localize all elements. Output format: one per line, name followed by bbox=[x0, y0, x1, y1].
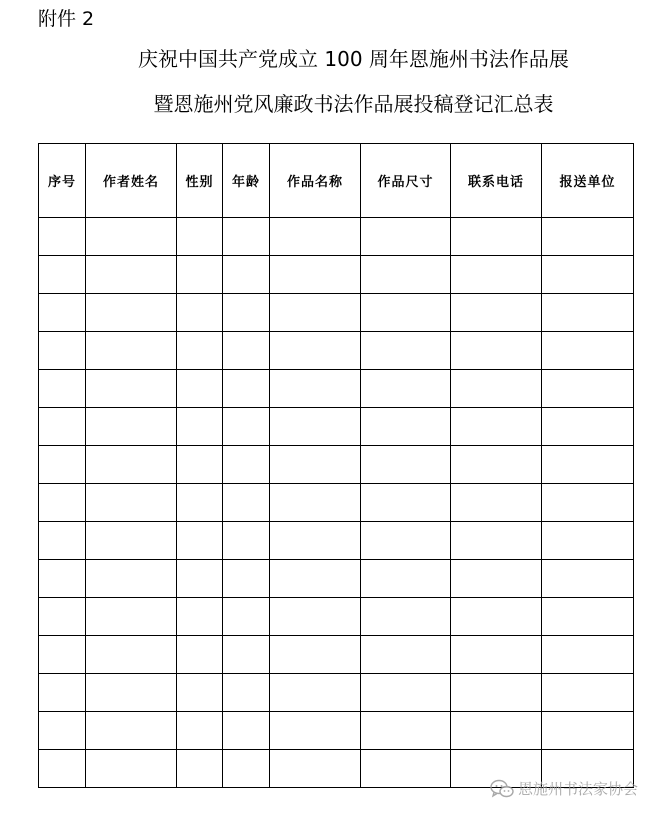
table-cell[interactable] bbox=[86, 256, 177, 294]
table-cell[interactable] bbox=[361, 750, 451, 788]
table-cell[interactable] bbox=[177, 712, 223, 750]
table-cell[interactable] bbox=[361, 332, 451, 370]
table-cell[interactable] bbox=[451, 218, 542, 256]
table-cell[interactable] bbox=[86, 750, 177, 788]
table-cell[interactable] bbox=[39, 598, 86, 636]
table-cell[interactable] bbox=[223, 750, 270, 788]
wechat-icon bbox=[490, 779, 514, 799]
table-cell[interactable] bbox=[177, 332, 223, 370]
table-cell[interactable] bbox=[86, 332, 177, 370]
table-cell[interactable] bbox=[361, 522, 451, 560]
table-cell[interactable] bbox=[451, 484, 542, 522]
table-cell[interactable] bbox=[361, 446, 451, 484]
table-cell[interactable] bbox=[223, 674, 270, 712]
table-cell[interactable] bbox=[542, 560, 634, 598]
table-cell[interactable] bbox=[361, 218, 451, 256]
table-cell[interactable] bbox=[223, 218, 270, 256]
table-row bbox=[39, 674, 634, 712]
table-cell[interactable] bbox=[542, 218, 634, 256]
table-cell[interactable] bbox=[542, 522, 634, 560]
table-cell[interactable] bbox=[451, 370, 542, 408]
watermark-text: 恩施州书法家协会 bbox=[518, 780, 639, 798]
table-cell[interactable] bbox=[177, 560, 223, 598]
table-cell[interactable] bbox=[270, 332, 361, 370]
table-cell[interactable] bbox=[270, 674, 361, 712]
table-cell[interactable] bbox=[177, 256, 223, 294]
table-row bbox=[39, 256, 634, 294]
table-cell[interactable] bbox=[361, 408, 451, 446]
table-cell[interactable] bbox=[361, 294, 451, 332]
table-cell[interactable] bbox=[177, 370, 223, 408]
table-cell[interactable] bbox=[177, 598, 223, 636]
table-cell[interactable] bbox=[361, 560, 451, 598]
table-cell[interactable] bbox=[542, 256, 634, 294]
table-row bbox=[39, 560, 634, 598]
table-cell[interactable] bbox=[542, 446, 634, 484]
header-serial-number: 序号 bbox=[39, 144, 86, 218]
table-cell[interactable] bbox=[39, 332, 86, 370]
table-row bbox=[39, 294, 634, 332]
table-row bbox=[39, 218, 634, 256]
table-cell[interactable] bbox=[542, 598, 634, 636]
table-cell[interactable] bbox=[86, 598, 177, 636]
table-cell[interactable] bbox=[451, 712, 542, 750]
table-cell[interactable] bbox=[223, 256, 270, 294]
table-cell[interactable] bbox=[39, 218, 86, 256]
table-cell[interactable] bbox=[223, 522, 270, 560]
table-cell[interactable] bbox=[39, 712, 86, 750]
table-cell[interactable] bbox=[270, 218, 361, 256]
table-cell[interactable] bbox=[270, 560, 361, 598]
table-cell[interactable] bbox=[270, 484, 361, 522]
table-cell[interactable] bbox=[86, 294, 177, 332]
table-cell[interactable] bbox=[39, 484, 86, 522]
table-cell[interactable] bbox=[451, 674, 542, 712]
table-row bbox=[39, 522, 634, 560]
table-cell[interactable] bbox=[223, 598, 270, 636]
table-cell[interactable] bbox=[451, 522, 542, 560]
table-cell[interactable] bbox=[223, 484, 270, 522]
table-cell[interactable] bbox=[361, 674, 451, 712]
table-body bbox=[39, 218, 634, 788]
table-cell[interactable] bbox=[542, 636, 634, 674]
table-cell[interactable] bbox=[39, 750, 86, 788]
table-cell[interactable] bbox=[39, 674, 86, 712]
table-cell[interactable] bbox=[86, 522, 177, 560]
table-cell[interactable] bbox=[177, 294, 223, 332]
table-cell[interactable] bbox=[86, 370, 177, 408]
table-cell[interactable] bbox=[223, 636, 270, 674]
table-cell[interactable] bbox=[361, 370, 451, 408]
registration-table bbox=[38, 143, 634, 788]
table-row bbox=[39, 712, 634, 750]
table-cell[interactable] bbox=[451, 256, 542, 294]
table-cell[interactable] bbox=[86, 218, 177, 256]
header-author-name: 作者姓名 bbox=[86, 144, 177, 218]
table-cell[interactable] bbox=[361, 598, 451, 636]
table-row bbox=[39, 598, 634, 636]
table-cell[interactable] bbox=[177, 636, 223, 674]
table-cell[interactable] bbox=[39, 560, 86, 598]
header-work-title: 作品名称 bbox=[270, 144, 361, 218]
table-cell[interactable] bbox=[361, 712, 451, 750]
table-cell[interactable] bbox=[86, 712, 177, 750]
header-work-size: 作品尺寸 bbox=[361, 144, 451, 218]
table-cell[interactable] bbox=[177, 408, 223, 446]
table-cell[interactable] bbox=[270, 446, 361, 484]
table-cell[interactable] bbox=[270, 294, 361, 332]
table-cell[interactable] bbox=[177, 674, 223, 712]
table-cell[interactable] bbox=[270, 636, 361, 674]
table-cell[interactable] bbox=[177, 446, 223, 484]
watermark bbox=[490, 778, 638, 799]
table-cell[interactable] bbox=[223, 294, 270, 332]
table-row bbox=[39, 636, 634, 674]
table-cell[interactable] bbox=[270, 256, 361, 294]
table-cell[interactable] bbox=[542, 712, 634, 750]
table-cell[interactable] bbox=[86, 408, 177, 446]
table-cell[interactable] bbox=[39, 370, 86, 408]
attachment-label: 附件 2 bbox=[38, 8, 95, 30]
table-cell[interactable] bbox=[86, 560, 177, 598]
table-cell[interactable] bbox=[451, 560, 542, 598]
table-cell[interactable] bbox=[451, 446, 542, 484]
table-row bbox=[39, 484, 634, 522]
header-gender: 性别 bbox=[177, 144, 223, 218]
table-header-row bbox=[39, 144, 634, 218]
table-cell[interactable] bbox=[451, 294, 542, 332]
table-cell[interactable] bbox=[542, 408, 634, 446]
table-cell[interactable] bbox=[270, 712, 361, 750]
table-cell[interactable] bbox=[270, 750, 361, 788]
table-row bbox=[39, 370, 634, 408]
table-cell[interactable] bbox=[86, 636, 177, 674]
table-cell[interactable] bbox=[223, 408, 270, 446]
table-cell[interactable] bbox=[270, 408, 361, 446]
table-cell[interactable] bbox=[223, 560, 270, 598]
table-cell[interactable] bbox=[361, 484, 451, 522]
table-cell[interactable] bbox=[86, 674, 177, 712]
table-row bbox=[39, 446, 634, 484]
table-cell[interactable] bbox=[223, 712, 270, 750]
table-cell[interactable] bbox=[39, 256, 86, 294]
document-title-line-1: 庆祝中国共产党成立 100 周年恩施州书法作品展 bbox=[138, 47, 569, 71]
table-cell[interactable] bbox=[451, 332, 542, 370]
table-cell[interactable] bbox=[542, 484, 634, 522]
table-row bbox=[39, 332, 634, 370]
table-cell[interactable] bbox=[86, 484, 177, 522]
table-cell[interactable] bbox=[177, 522, 223, 560]
table-cell[interactable] bbox=[39, 294, 86, 332]
table-cell[interactable] bbox=[451, 636, 542, 674]
header-age: 年龄 bbox=[223, 144, 270, 218]
table-cell[interactable] bbox=[451, 408, 542, 446]
table-cell[interactable] bbox=[451, 598, 542, 636]
table-cell[interactable] bbox=[361, 256, 451, 294]
table-cell[interactable] bbox=[177, 750, 223, 788]
header-phone: 联系电话 bbox=[451, 144, 542, 218]
table-row bbox=[39, 408, 634, 446]
document-title-line-2: 暨恩施州党风廉政书法作品展投稿登记汇总表 bbox=[153, 92, 554, 116]
table-cell[interactable] bbox=[39, 522, 86, 560]
header-submitting-unit: 报送单位 bbox=[542, 144, 634, 218]
table-cell[interactable] bbox=[361, 636, 451, 674]
table-cell[interactable] bbox=[39, 636, 86, 674]
table-cell[interactable] bbox=[39, 446, 86, 484]
table-cell[interactable] bbox=[86, 446, 177, 484]
table-cell[interactable] bbox=[542, 332, 634, 370]
table-cell[interactable] bbox=[542, 370, 634, 408]
table-cell[interactable] bbox=[270, 370, 361, 408]
table-cell[interactable] bbox=[270, 522, 361, 560]
table-cell[interactable] bbox=[542, 674, 634, 712]
table-cell[interactable] bbox=[223, 332, 270, 370]
table-cell[interactable] bbox=[223, 370, 270, 408]
table-cell[interactable] bbox=[177, 484, 223, 522]
table-cell[interactable] bbox=[270, 598, 361, 636]
table-cell[interactable] bbox=[223, 446, 270, 484]
table-cell[interactable] bbox=[177, 218, 223, 256]
table-cell[interactable] bbox=[39, 408, 86, 446]
table-cell[interactable] bbox=[542, 294, 634, 332]
